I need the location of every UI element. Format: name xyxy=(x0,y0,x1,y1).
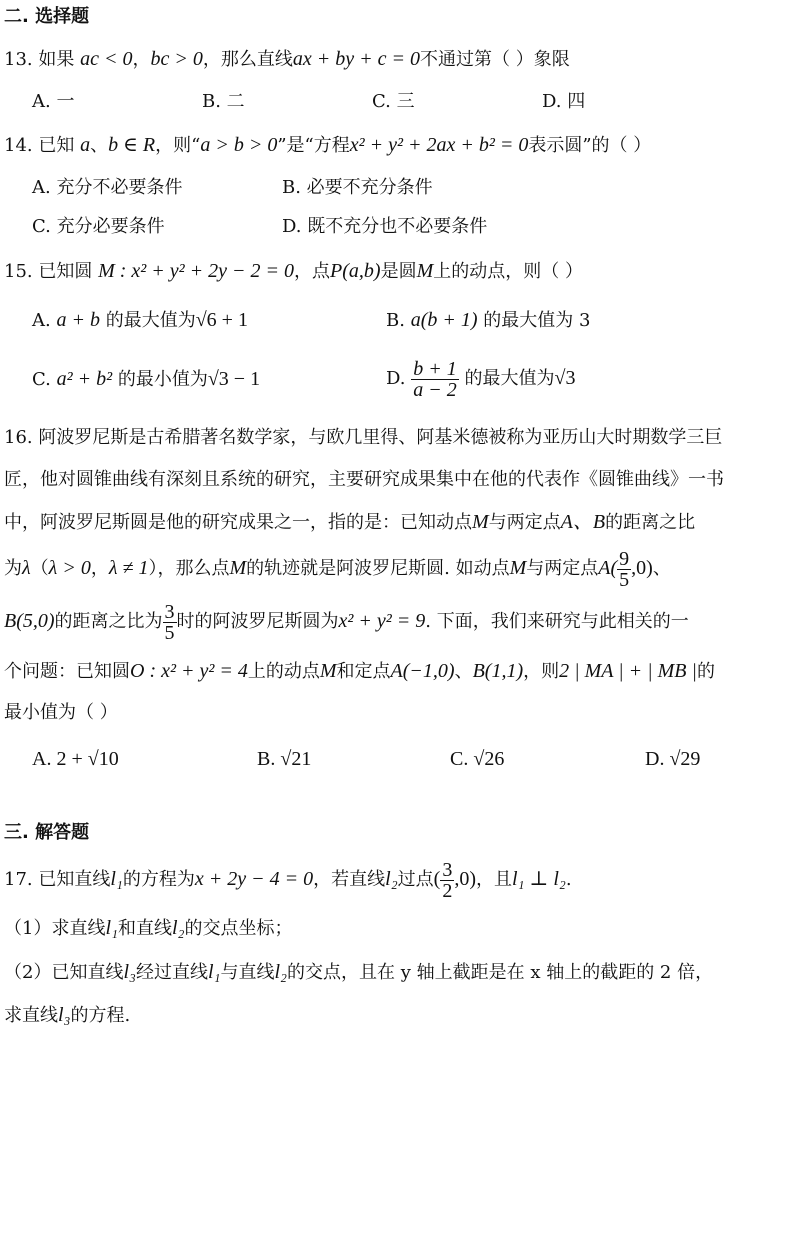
q13-math-2: bc > 0 xyxy=(150,48,203,70)
question-number: 13. xyxy=(4,49,33,70)
q16-option-a: A. 2 + √10 xyxy=(32,748,119,770)
option-text: 的最大值为 3 xyxy=(483,310,591,331)
q15-option-d xyxy=(386,350,575,407)
q16-option-d: D. √29 xyxy=(645,748,701,770)
q17-text: 求直线 xyxy=(4,1005,58,1026)
q17-text: ，若直线 xyxy=(313,869,386,890)
option-value: √3 − 1 xyxy=(207,368,261,390)
question-17-part-2-cont xyxy=(4,1002,130,1029)
q16-math: M xyxy=(472,511,489,533)
option-text: 的最大值为 xyxy=(105,310,196,331)
option-text: 的最大值为 xyxy=(464,368,555,389)
q14-option-d: D. 既不充分也不必要条件 xyxy=(282,216,488,237)
q17-math: ( xyxy=(433,868,441,890)
q17-text: 的交点，且在 y 轴上截距是在 x 轴上的截距的 2 倍， xyxy=(287,962,714,983)
q16-text: 、 xyxy=(454,661,473,682)
q15-text: 是圆 xyxy=(380,261,417,282)
q16-option-c: C. √26 xyxy=(450,748,505,770)
q16-math: A、B xyxy=(560,511,606,533)
q15-math-2: P(a,b) xyxy=(330,260,381,282)
option-math: a + b xyxy=(56,309,100,331)
question-17-part-2 xyxy=(4,959,713,986)
q17-text: （2）已知直线 xyxy=(4,962,124,983)
q17-math: x + 2y − 4 = 0 xyxy=(194,868,314,890)
q14-math-2: b ∈ R xyxy=(108,134,156,156)
q16-text: 和定点 xyxy=(336,661,391,682)
q15-option-a xyxy=(32,307,248,334)
q16-text: 与两定点 xyxy=(488,512,561,533)
q16-text: 为 xyxy=(4,558,22,579)
q14-math-3: a > b > 0 xyxy=(200,134,278,156)
q16-text: ，则 xyxy=(523,661,560,682)
q16-math: ,0) xyxy=(631,557,653,579)
q13-text: 不通过第（ ）象限 xyxy=(419,49,570,70)
question-17 xyxy=(4,851,572,908)
q13-option-b: B. 二 xyxy=(202,91,245,112)
q13-text: ，那么直线 xyxy=(202,49,293,70)
q17-text: 过点 xyxy=(397,869,434,890)
fraction-numerator: 3 xyxy=(442,858,453,881)
question-16-line-4 xyxy=(4,540,671,597)
q16-text: 的距离之比为 xyxy=(54,611,163,632)
q17-text: 和直线 xyxy=(117,918,172,939)
option-math: a(b + 1) xyxy=(410,309,478,331)
question-16-line-5 xyxy=(4,593,689,650)
q13-text: 如果 xyxy=(38,49,75,70)
question-16-line-3 xyxy=(4,509,695,536)
q16-math: λ xyxy=(22,557,31,579)
q17-text: 经过直线 xyxy=(135,962,208,983)
question-16-line-7: 最小值为（ ） xyxy=(4,702,118,723)
q17-math: l₂ xyxy=(274,961,287,983)
q16-math: B(1,1) xyxy=(472,660,524,682)
option-label: A. xyxy=(32,310,51,331)
q16-text: 上的动点 xyxy=(247,661,320,682)
question-13 xyxy=(4,46,570,73)
q14-text: 、 xyxy=(90,135,109,156)
q17-text: 与直线 xyxy=(220,962,275,983)
q15-text: 已知圆 xyxy=(38,261,93,282)
q15-math-3: M xyxy=(416,260,434,282)
q14-option-b: B. 必要不充分条件 xyxy=(282,177,433,198)
q13-math-1: ac < 0 xyxy=(80,48,133,70)
option-label: D. xyxy=(386,368,406,389)
option-math: a² + b² xyxy=(56,368,113,390)
option-label: B. xyxy=(386,310,405,331)
option-text: 的最小值为 xyxy=(117,369,208,390)
q13-math-3: ax + by + c = 0 xyxy=(292,48,420,70)
q13-text: ， xyxy=(132,49,151,70)
q17-text: . xyxy=(565,869,572,890)
q15-text: 上的动点，则（ ） xyxy=(433,261,583,282)
q17-math: l₁ xyxy=(207,961,221,983)
fraction xyxy=(617,549,631,590)
q16-text: 中，阿波罗尼斯圆是他的研究成果之一，指的是：已知动点 xyxy=(4,512,472,533)
q16-option-b: B. √21 xyxy=(257,748,312,770)
q16-text: 的轨迹就是阿波罗尼斯圆. 如动点 xyxy=(246,558,510,579)
q16-text: 时的阿波罗尼斯圆为 xyxy=(176,611,339,632)
q16-text: ），那么点 xyxy=(148,558,230,579)
question-16-line-2: 匠，他对圆锥曲线有深刻且系统的研究，主要研究成果集中在他的代表作《圆锥曲线》一书 xyxy=(4,469,724,490)
q16-text: 阿波罗尼斯是古希腊著名数学家，与欧几里得、阿基米德被称为亚历山大时期数学三巨 xyxy=(38,427,723,448)
q16-math: O : x² + y² = 4 xyxy=(130,660,248,682)
q14-option-c: C. 充分必要条件 xyxy=(32,216,165,237)
q13-option-c: C. 三 xyxy=(372,91,415,112)
question-15 xyxy=(4,258,583,285)
fraction-numerator: 9 xyxy=(619,547,630,570)
q15-option-c xyxy=(32,366,260,393)
q15-option-b xyxy=(386,307,590,334)
fraction-numerator: b + 1 xyxy=(413,357,457,380)
q16-text: 个问题：已知圆 xyxy=(4,661,130,682)
q17-text: ，且 xyxy=(476,869,512,890)
q17-math: l₃ xyxy=(123,961,136,983)
question-number: 14. xyxy=(4,135,33,156)
q16-text: 、 xyxy=(652,558,671,579)
q14-option-a: A. 充分不必要条件 xyxy=(32,177,183,198)
fraction xyxy=(163,602,177,643)
q17-text: 的交点坐标； xyxy=(184,918,293,939)
q16-math: A(−1,0) xyxy=(390,660,455,682)
option-value: √3 xyxy=(554,367,576,389)
q16-text: 的距离之比 xyxy=(605,512,696,533)
fraction xyxy=(411,359,459,400)
q17-math: l₁ xyxy=(105,917,118,939)
q14-text: 已知 xyxy=(38,135,75,156)
question-number: 15. xyxy=(4,261,33,282)
section-title-choice: 二. 选择题 xyxy=(4,6,90,27)
fraction-denominator: 5 xyxy=(164,621,175,644)
option-label: C. xyxy=(32,369,51,390)
q16-math: λ ≠ 1 xyxy=(108,557,149,579)
fraction xyxy=(440,860,454,901)
q16-text: 的 xyxy=(697,661,715,682)
q16-math: A( xyxy=(598,557,618,579)
fraction-denominator: 5 xyxy=(619,568,630,591)
question-number: 16. xyxy=(4,427,33,448)
q16-math: 2 | MA | + | MB | xyxy=(559,660,697,682)
q16-text: . 下面，我们来研究与此相关的一 xyxy=(425,611,689,632)
q16-math: M xyxy=(509,557,527,579)
q14-math-1: a xyxy=(80,134,91,156)
q14-text: ”是“方程 xyxy=(277,135,350,156)
section-title-answer: 三. 解答题 xyxy=(4,822,90,843)
q16-math: x² + y² = 9 xyxy=(338,610,426,632)
q13-option-a: A. 一 xyxy=(32,91,75,112)
question-14 xyxy=(4,132,651,159)
q14-text: ，则“ xyxy=(155,135,201,156)
q14-math-4: x² + y² + 2ax + b² = 0 xyxy=(349,134,529,156)
q16-math: M xyxy=(229,557,247,579)
q14-text: 表示圆”的（ ） xyxy=(528,135,652,156)
q16-math: M xyxy=(319,660,337,682)
option-value: √6 + 1 xyxy=(195,309,248,331)
question-16-line-1 xyxy=(4,425,722,451)
fraction-denominator: a − 2 xyxy=(413,378,457,401)
question-17-part-1 xyxy=(4,915,292,942)
q17-math: l₃ xyxy=(58,1004,71,1026)
q15-text: ，点 xyxy=(294,261,331,282)
q16-text: 与两定点 xyxy=(526,558,599,579)
q17-math: l₁ ⊥ l₂ xyxy=(512,868,566,890)
q15-math-1: M : x² + y² + 2y − 2 = 0 xyxy=(98,260,295,282)
q13-option-d: D. 四 xyxy=(542,91,586,112)
q16-math: λ > 0 xyxy=(48,557,91,579)
q17-math: l₂ xyxy=(171,917,185,939)
q17-math: ,0) xyxy=(454,868,476,890)
question-16-line-6 xyxy=(4,658,715,685)
q17-math: l₂ xyxy=(385,868,398,890)
fraction-numerator: 3 xyxy=(164,600,175,623)
q16-text: ， xyxy=(90,558,109,579)
q17-text: 已知直线 xyxy=(38,869,111,890)
fraction-denominator: 2 xyxy=(442,879,453,902)
q16-math: B(5,0) xyxy=(4,610,55,632)
q17-text: （1）求直线 xyxy=(4,918,106,939)
q17-text: 的方程为 xyxy=(122,869,195,890)
question-number: 17. xyxy=(4,869,33,890)
q17-math: l₁ xyxy=(110,868,123,890)
q17-text: 的方程. xyxy=(70,1005,131,1026)
q16-text: （ xyxy=(30,558,49,579)
